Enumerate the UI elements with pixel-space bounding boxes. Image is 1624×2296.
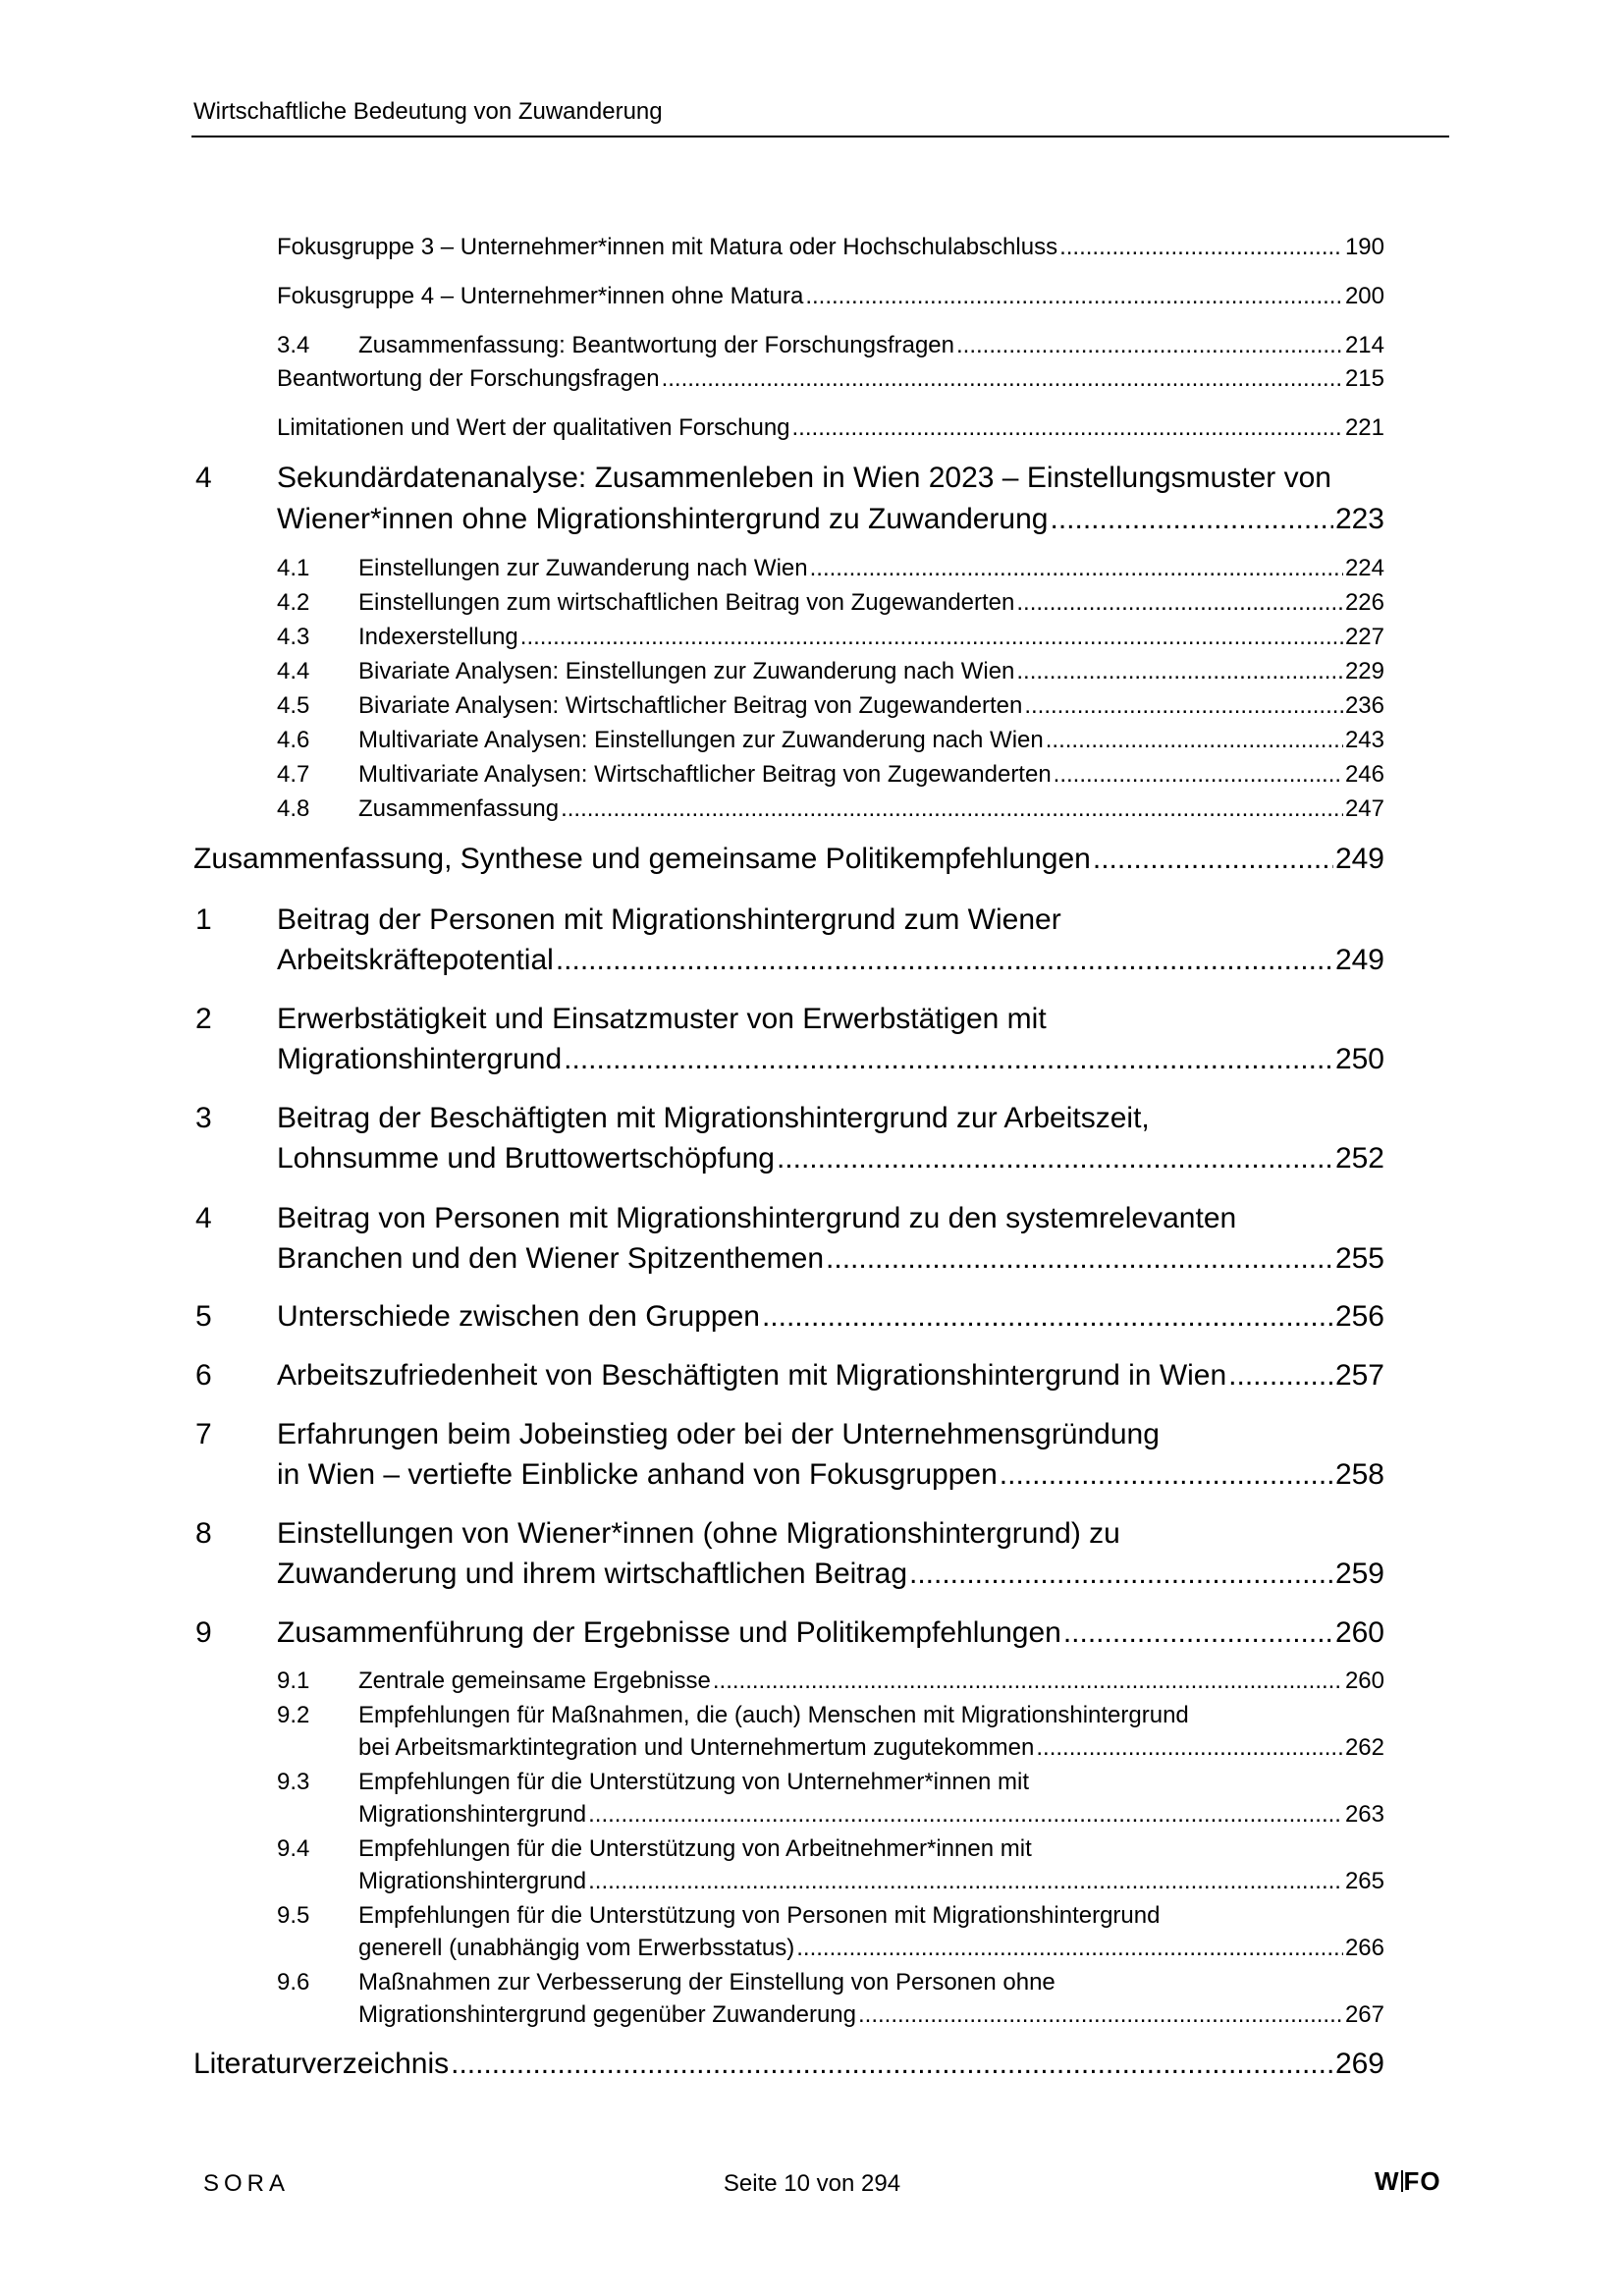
toc-page-number: 262 bbox=[1344, 1734, 1384, 1761]
toc-page-number: 250 bbox=[1334, 1043, 1384, 1075]
toc-entry[interactable] bbox=[193, 843, 1384, 876]
toc-page-number: 236 bbox=[1344, 692, 1384, 719]
toc-entry-text: Arbeitskräftepotential bbox=[277, 944, 554, 976]
toc-chapter-number: 8 bbox=[195, 1517, 212, 1550]
toc-leader bbox=[520, 624, 1343, 651]
toc-entry-text[interactable]: Erfahrungen beim Jobeinstieg oder bei der Unternehmensgründung bbox=[277, 1418, 1160, 1450]
toc-entry-text[interactable]: Erwerbstätigkeit und Einsatzmuster von Erwerbstätigen mit bbox=[277, 1003, 1047, 1035]
toc-leader bbox=[1054, 761, 1343, 789]
toc-page-number: 258 bbox=[1334, 1458, 1384, 1491]
toc-entry-text: Migrationshintergrund bbox=[358, 1868, 587, 1894]
toc-section-number: 9.1 bbox=[277, 1667, 310, 1694]
footer-sora-logo: SORA bbox=[203, 2170, 291, 2197]
toc-entry-text: Multivariate Analysen: Wirtschaftlicher Beitrag von Zugewanderten bbox=[358, 761, 1052, 788]
toc-page-number: 249 bbox=[1334, 843, 1384, 875]
page-header-title: Wirtschaftliche Bedeutung von Zuwanderung bbox=[193, 98, 663, 125]
toc-leader bbox=[564, 1043, 1333, 1076]
toc-page-number: 226 bbox=[1344, 589, 1384, 616]
toc-entry-text: Zusammenfassung bbox=[358, 795, 560, 822]
toc-entry-text[interactable]: Beitrag der Personen mit Migrationshintergrund zum Wiener bbox=[277, 903, 1061, 936]
toc-chapter-number: 1 bbox=[195, 903, 212, 936]
toc-entry-text: Einstellungen zur Zuwanderung nach Wien bbox=[358, 555, 808, 581]
toc-chapter-number: 3 bbox=[195, 1102, 212, 1134]
toc-leader bbox=[792, 414, 1343, 442]
toc-page-number: 190 bbox=[1344, 234, 1384, 260]
toc-page-number: 252 bbox=[1334, 1142, 1384, 1175]
toc-leader bbox=[909, 1558, 1333, 1591]
toc-leader bbox=[796, 1935, 1343, 1962]
toc-leader bbox=[556, 944, 1333, 977]
toc-entry-text: Bivariate Analysen: Wirtschaftlicher Beitrag von Zugewanderten bbox=[358, 692, 1023, 719]
toc-page-number: 269 bbox=[1334, 2048, 1384, 2080]
toc-entry[interactable] bbox=[277, 1359, 1384, 1393]
toc-chapter-number: 2 bbox=[195, 1003, 212, 1035]
toc-page-number: 256 bbox=[1334, 1300, 1384, 1333]
toc-entry[interactable] bbox=[358, 332, 1384, 359]
logo-text-w: W bbox=[1375, 2166, 1400, 2196]
toc-leader bbox=[588, 1801, 1343, 1829]
toc-entry-text: Branchen und den Wiener Spitzenthemen bbox=[277, 1242, 825, 1275]
toc-page-number: 215 bbox=[1344, 365, 1384, 392]
toc-entry-text[interactable]: Empfehlungen für die Unterstützung von Unternehmer*innen mit bbox=[358, 1769, 1030, 1795]
toc-entry[interactable] bbox=[277, 1616, 1384, 1650]
toc-entry-text: Fokusgruppe 3 – Unternehmer*innen mit Matura oder Hochschulabschluss bbox=[277, 234, 1058, 260]
toc-section-number: 9.4 bbox=[277, 1835, 310, 1862]
toc-section-number: 4.7 bbox=[277, 761, 310, 788]
toc-entry[interactable] bbox=[277, 1558, 1384, 1591]
toc-entry[interactable] bbox=[277, 365, 1384, 393]
toc-leader bbox=[810, 555, 1343, 582]
header-rule bbox=[191, 136, 1449, 137]
toc-section-number: 4.4 bbox=[277, 658, 310, 684]
toc-leader bbox=[662, 365, 1343, 393]
toc-entry[interactable] bbox=[277, 1458, 1384, 1492]
toc-page-number: 267 bbox=[1344, 2001, 1384, 2028]
toc-entry-text: Fokusgruppe 4 – Unternehmer*innen ohne Matura bbox=[277, 283, 804, 309]
toc-page-number: 263 bbox=[1344, 1801, 1384, 1828]
toc-chapter-number: 9 bbox=[195, 1616, 212, 1649]
toc-leader bbox=[858, 2001, 1343, 2029]
toc-page-number: 266 bbox=[1344, 1935, 1384, 1961]
toc-entry[interactable] bbox=[277, 1242, 1384, 1276]
toc-chapter-number: 7 bbox=[195, 1418, 212, 1450]
toc-page-number: 246 bbox=[1344, 761, 1384, 788]
toc-leader bbox=[1228, 1359, 1333, 1393]
toc-page-number: 255 bbox=[1334, 1242, 1384, 1275]
toc-page-number: 243 bbox=[1344, 727, 1384, 753]
toc-entry-text[interactable]: Maßnahmen zur Verbesserung der Einstellung von Personen ohne bbox=[358, 1969, 1056, 1995]
toc-entry-text: Einstellungen zum wirtschaftlichen Beitrag von Zugewanderten bbox=[358, 589, 1015, 616]
toc-page-number: 260 bbox=[1334, 1616, 1384, 1649]
toc-entry[interactable] bbox=[358, 1935, 1384, 1962]
toc-leader bbox=[1063, 1616, 1333, 1650]
toc-entry[interactable] bbox=[358, 658, 1384, 685]
toc-chapter-number: 6 bbox=[195, 1359, 212, 1392]
toc-entry[interactable] bbox=[358, 795, 1384, 823]
toc-leader bbox=[1036, 1734, 1343, 1762]
toc-leader bbox=[1016, 589, 1343, 617]
toc-entry-text: Bivariate Analysen: Einstellungen zur Zuwanderung nach Wien bbox=[358, 658, 1015, 684]
toc-entry[interactable] bbox=[358, 589, 1384, 617]
toc-leader bbox=[956, 332, 1343, 359]
toc-entry-text[interactable]: Sekundärdatenanalyse: Zusammenleben in Wien 2023 – Einstellungsmuster von bbox=[277, 462, 1331, 494]
logo-text-fo: FO bbox=[1403, 2166, 1441, 2196]
toc-leader bbox=[762, 1300, 1333, 1334]
toc-page-number: 229 bbox=[1344, 658, 1384, 684]
toc-entry[interactable] bbox=[358, 555, 1384, 582]
toc-entry[interactable] bbox=[277, 234, 1384, 261]
toc-chapter-number: 4 bbox=[195, 462, 212, 494]
toc-leader bbox=[588, 1868, 1343, 1895]
toc-page-number: 265 bbox=[1344, 1868, 1384, 1894]
toc-page-number: 227 bbox=[1344, 624, 1384, 650]
toc-leader bbox=[451, 2048, 1333, 2081]
toc-entry-text[interactable]: Einstellungen von Wiener*innen (ohne Migrationshintergrund) zu bbox=[277, 1517, 1120, 1550]
toc-entry-text[interactable]: Empfehlungen für die Unterstützung von Personen mit Migrationshintergrund bbox=[358, 1902, 1161, 1929]
toc-leader bbox=[805, 283, 1343, 310]
toc-entry[interactable] bbox=[358, 692, 1384, 720]
toc-leader bbox=[1059, 234, 1343, 261]
toc-entry-text: Wiener*innen ohne Migrationshintergrund zu Zuwanderung bbox=[277, 503, 1049, 535]
toc-entry-text: Literaturverzeichnis bbox=[193, 2048, 450, 2080]
toc-entry-text[interactable]: Beitrag von Personen mit Migrationshintergrund zu den systemrelevanten bbox=[277, 1202, 1237, 1234]
toc-section-number: 4.5 bbox=[277, 692, 310, 719]
toc-leader bbox=[1016, 658, 1343, 685]
toc-entry[interactable] bbox=[358, 761, 1384, 789]
toc-entry-text: Zusammenfassung, Synthese und gemeinsame Politikempfehlungen bbox=[193, 843, 1091, 875]
toc-page-number: 221 bbox=[1344, 414, 1384, 441]
toc-entry-text: Lohnsumme und Bruttowertschöpfung bbox=[277, 1142, 775, 1175]
toc-page-number: 214 bbox=[1344, 332, 1384, 358]
toc-section-number: 4.3 bbox=[277, 624, 310, 650]
toc-leader bbox=[1024, 692, 1343, 720]
toc-entry[interactable] bbox=[193, 2048, 1384, 2081]
toc-section-number: 9.6 bbox=[277, 1969, 310, 1995]
toc-section-number: 3.4 bbox=[277, 332, 310, 358]
toc-leader bbox=[1000, 1458, 1333, 1492]
toc-chapter-number: 5 bbox=[195, 1300, 212, 1333]
toc-entry[interactable] bbox=[358, 1734, 1384, 1762]
toc-leader bbox=[826, 1242, 1333, 1276]
toc-entry-text[interactable]: Empfehlungen für die Unterstützung von Arbeitnehmer*innen mit bbox=[358, 1835, 1032, 1862]
toc-section-number: 9.3 bbox=[277, 1769, 310, 1795]
toc-page-number: 200 bbox=[1344, 283, 1384, 309]
toc-leader bbox=[713, 1667, 1343, 1695]
toc-section-number: 4.6 bbox=[277, 727, 310, 753]
toc-entry-text[interactable]: Empfehlungen für Maßnahmen, die (auch) Menschen mit Migrationshintergrund bbox=[358, 1702, 1189, 1728]
toc-leader bbox=[1093, 843, 1333, 876]
toc-page-number: 259 bbox=[1334, 1558, 1384, 1590]
toc-page-number: 224 bbox=[1344, 555, 1384, 581]
toc-entry-text: generell (unabhängig vom Erwerbsstatus) bbox=[358, 1935, 795, 1961]
toc-leader bbox=[777, 1142, 1333, 1175]
footer-page-number: Seite 10 von 294 bbox=[723, 2170, 901, 2197]
toc-entry-text: in Wien – vertiefte Einblicke anhand von Fokusgruppen bbox=[277, 1458, 998, 1491]
toc-entry-text: Migrationshintergrund gegenüber Zuwanderung bbox=[358, 2001, 856, 2028]
toc-entry[interactable] bbox=[277, 1300, 1384, 1334]
toc-entry[interactable] bbox=[358, 727, 1384, 754]
toc-page-number: 260 bbox=[1344, 1667, 1384, 1694]
toc-entry-text: Migrationshintergrund bbox=[358, 1801, 587, 1828]
toc-entry[interactable] bbox=[277, 414, 1384, 442]
toc-entry-text: Beantwortung der Forschungsfragen bbox=[277, 365, 660, 392]
toc-entry[interactable] bbox=[358, 1801, 1384, 1829]
toc-section-number: 9.2 bbox=[277, 1702, 310, 1728]
toc-entry-text: Zentrale gemeinsame Ergebnisse bbox=[358, 1667, 711, 1694]
toc-entry[interactable] bbox=[277, 1043, 1384, 1076]
toc-section-number: 4.1 bbox=[277, 555, 310, 581]
toc-section-number: 4.2 bbox=[277, 589, 310, 616]
toc-entry[interactable] bbox=[358, 1667, 1384, 1695]
toc-entry-text: Zuwanderung und ihrem wirtschaftlichen Beitrag bbox=[277, 1558, 907, 1590]
toc-entry[interactable] bbox=[277, 283, 1384, 310]
toc-entry[interactable] bbox=[358, 624, 1384, 651]
toc-entry[interactable] bbox=[277, 1142, 1384, 1175]
toc-entry-text: Zusammenführung der Ergebnisse und Politikempfehlungen bbox=[277, 1616, 1061, 1649]
toc-entry-text: Zusammenfassung: Beantwortung der Forschungsfragen bbox=[358, 332, 954, 358]
toc-page-number: 249 bbox=[1334, 944, 1384, 976]
toc-page-number: 257 bbox=[1334, 1359, 1384, 1392]
toc-entry-text: Unterschiede zwischen den Gruppen bbox=[277, 1300, 760, 1333]
toc-page-number: 223 bbox=[1334, 503, 1384, 535]
logo-separator bbox=[1401, 2170, 1403, 2192]
toc-entry-text[interactable]: Beitrag der Beschäftigten mit Migrationshintergrund zur Arbeitszeit, bbox=[277, 1102, 1150, 1134]
toc-leader bbox=[1050, 503, 1332, 536]
toc-entry-text: Arbeitszufriedenheit von Beschäftigten mit Migrationshintergrund in Wien bbox=[277, 1359, 1227, 1392]
toc-entry[interactable] bbox=[358, 2001, 1384, 2029]
toc-entry-text: Multivariate Analysen: Einstellungen zur Zuwanderung nach Wien bbox=[358, 727, 1044, 753]
toc-entry-text: bei Arbeitsmarktintegration und Unternehmertum zugutekommen bbox=[358, 1734, 1035, 1761]
toc-chapter-number: 4 bbox=[195, 1202, 212, 1234]
toc-leader bbox=[561, 795, 1343, 823]
toc-entry[interactable] bbox=[358, 1868, 1384, 1895]
toc-leader bbox=[1046, 727, 1343, 754]
toc-entry-text: Migrationshintergrund bbox=[277, 1043, 563, 1075]
toc-entry-text: Indexerstellung bbox=[358, 624, 518, 650]
toc-page-number: 247 bbox=[1344, 795, 1384, 822]
toc-entry[interactable] bbox=[277, 944, 1384, 977]
footer-wifo-logo bbox=[1375, 2166, 1441, 2197]
toc-section-number: 4.8 bbox=[277, 795, 310, 822]
toc-section-number: 9.5 bbox=[277, 1902, 310, 1929]
toc-entry-text: Limitationen und Wert der qualitativen Forschung bbox=[277, 414, 790, 441]
toc-entry[interactable] bbox=[277, 503, 1384, 536]
